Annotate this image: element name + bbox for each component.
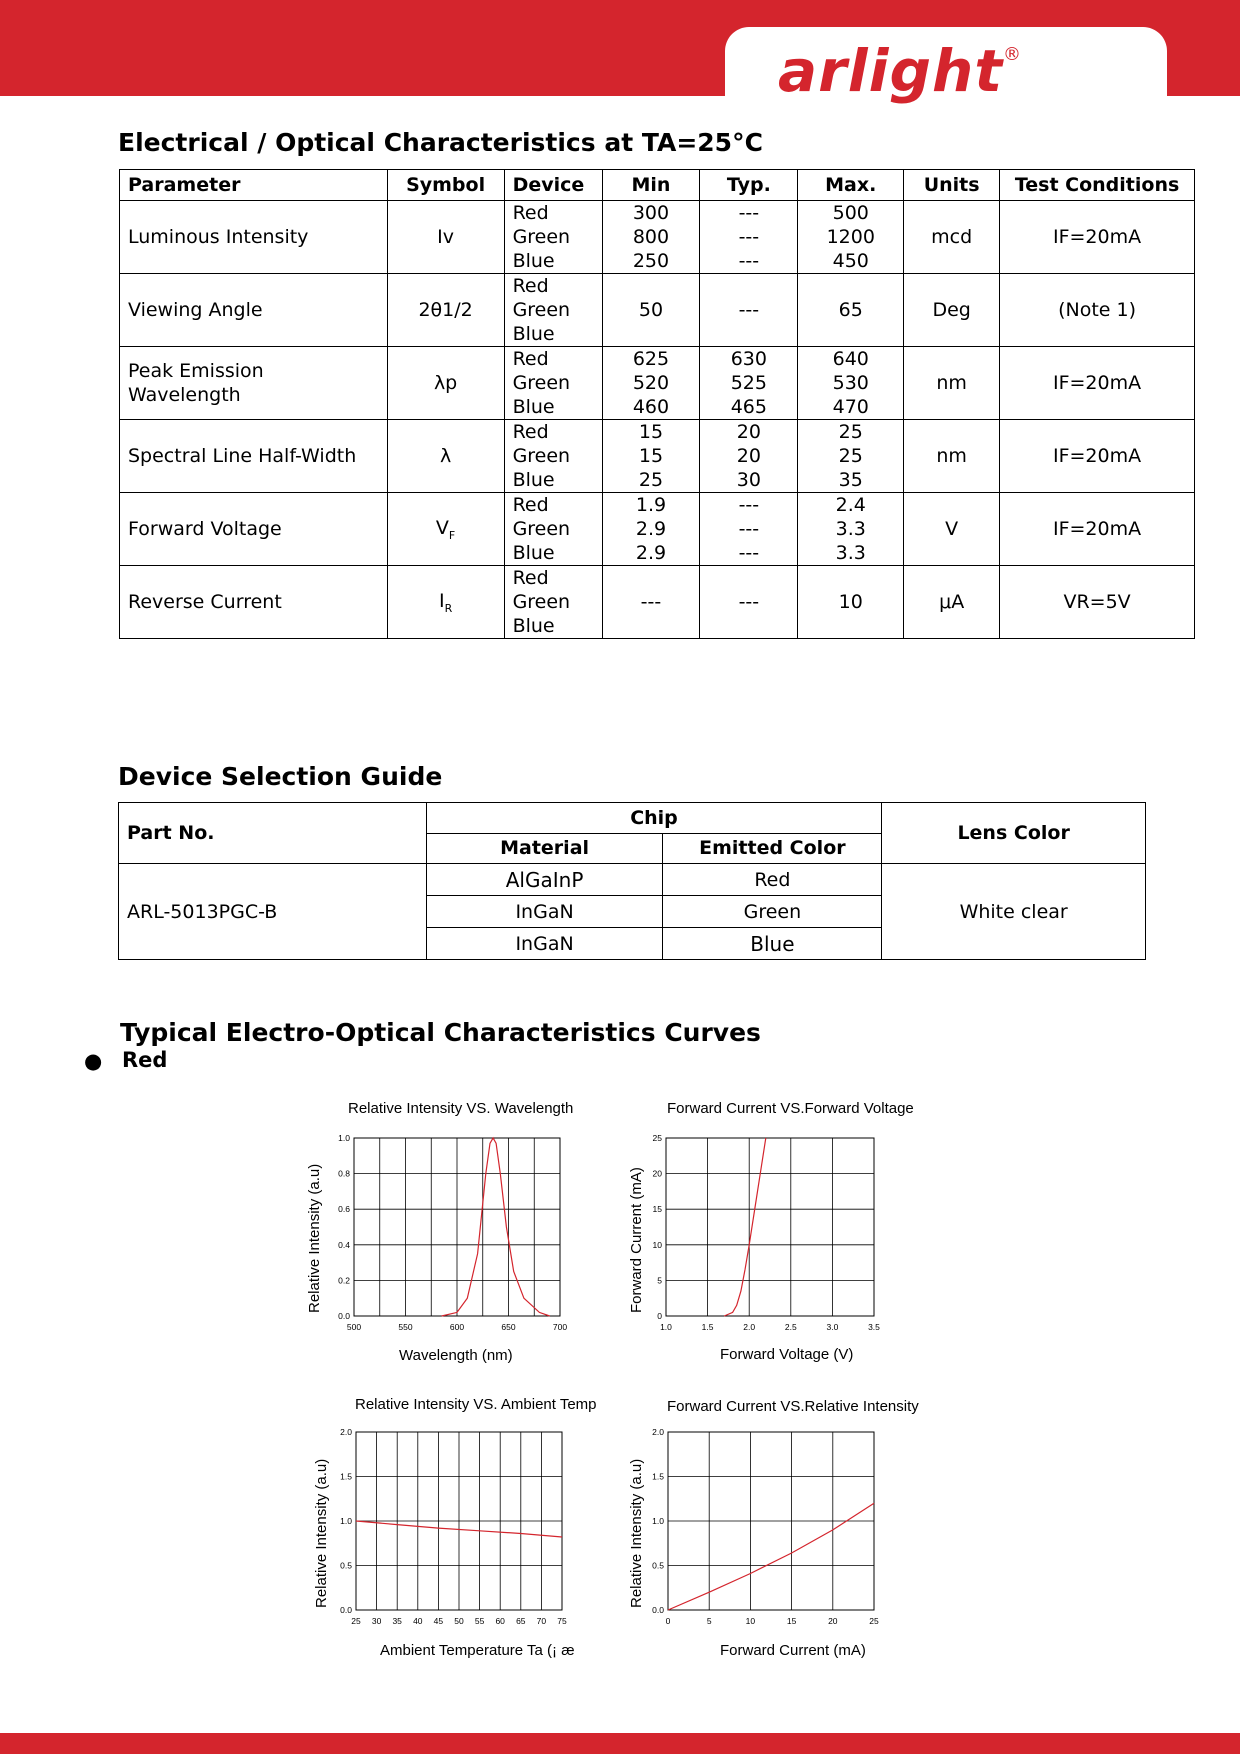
x-tick-label: 650 — [501, 1322, 516, 1332]
header-max: Max. — [798, 170, 904, 201]
x-tick-label: 3.0 — [826, 1322, 839, 1332]
y-tick-label: 1.0 — [340, 1516, 352, 1526]
header-min: Min — [602, 170, 700, 201]
chart-forward-voltage — [620, 1130, 900, 1350]
cell-cond: IF=20mA — [1000, 347, 1195, 420]
cell-min: 625 520 460 — [602, 347, 700, 420]
cell-units: μA — [904, 566, 1000, 639]
y-tick-label: 0.2 — [338, 1275, 350, 1286]
cell-max: 10 — [798, 566, 904, 639]
cell-cond: IF=20mA — [1000, 201, 1195, 274]
cell-param: Viewing Angle — [120, 274, 388, 347]
x-tick-label: 1.5 — [701, 1322, 714, 1332]
x-tick-label: 45 — [433, 1616, 444, 1626]
y-tick-label: 2.0 — [652, 1427, 664, 1437]
y-tick-label: 1.5 — [652, 1471, 664, 1482]
cell-device: Red Green Blue — [504, 566, 602, 639]
x-tick-label: 15 — [786, 1616, 797, 1626]
cell-units: mcd — [904, 201, 1000, 274]
x-tick-label: 10 — [745, 1616, 756, 1626]
chart-title: Relative Intensity VS. Ambient Temp — [355, 1396, 597, 1413]
y-tick-label: 0.6 — [338, 1204, 350, 1215]
x-tick-label: 550 — [398, 1322, 413, 1332]
table-row — [120, 566, 1195, 639]
y-tick-label: 20 — [652, 1168, 662, 1179]
y-tick-label: 0.5 — [652, 1560, 664, 1571]
cell-max: 640 530 470 — [798, 347, 904, 420]
chip-material: AlGaInP — [426, 864, 663, 896]
header-parameter: Parameter — [120, 170, 388, 201]
series-line — [442, 1138, 550, 1316]
part-number: ARL-5013PGC-B — [119, 864, 427, 960]
y-tick-label: 0 — [657, 1311, 662, 1321]
y-tick-label: 25 — [652, 1133, 662, 1143]
selection-title: Device Selection Guide — [118, 762, 443, 791]
x-tick-label: 75 — [557, 1616, 567, 1626]
chip-color: Blue — [663, 928, 882, 960]
electrical-title: Electrical / Optical Characteristics at TA=25°C — [118, 128, 763, 157]
x-axis-label: Forward Current (mA) — [720, 1642, 866, 1659]
y-tick-label: 1.0 — [338, 1133, 350, 1143]
cell-device: Red Green Blue — [504, 347, 602, 420]
y-axis-label: Relative Intensity (a.u) — [628, 1458, 645, 1608]
cell-min: 300 800 250 — [602, 201, 700, 274]
cell-param: Reverse Current — [120, 566, 388, 639]
x-tick-label: 65 — [516, 1616, 526, 1626]
y-axis-label: Relative Intensity (a.u) — [313, 1458, 330, 1608]
selection-table — [118, 802, 1146, 960]
plot-frame — [666, 1138, 874, 1316]
electrical-table — [119, 169, 1195, 639]
cell-max: 2.4 3.3 3.3 — [798, 493, 904, 566]
chip-material: InGaN — [426, 928, 663, 960]
x-tick-label: 1.0 — [660, 1322, 672, 1332]
cell-symbol: 2θ1/2 — [387, 274, 504, 347]
cell-min: 50 — [602, 274, 700, 347]
cell-typ: --- --- --- — [700, 201, 798, 274]
cell-units: V — [904, 493, 1000, 566]
x-tick-label: 3.5 — [868, 1322, 880, 1332]
cell-cond: VR=5V — [1000, 566, 1195, 639]
curves-title: Typical Electro-Optical Characteristics Curves — [120, 1018, 761, 1047]
chart-title: Forward Current VS.Forward Voltage — [667, 1100, 914, 1117]
x-tick-label: 2.0 — [743, 1322, 756, 1332]
header-test-conditions: Test Conditions — [1000, 170, 1195, 201]
series-line — [668, 1503, 874, 1610]
table-row — [120, 274, 1195, 347]
cell-symbol: λ — [387, 420, 504, 493]
cell-param: Spectral Line Half-Width — [120, 420, 388, 493]
x-axis-label: Forward Voltage (V) — [720, 1346, 854, 1363]
cell-symbol: Iv — [387, 201, 504, 274]
header-device: Device — [504, 170, 602, 201]
cell-typ: --- — [700, 566, 798, 639]
header-emitted-color: Emitted Color — [663, 833, 882, 864]
cell-max: 25 25 35 — [798, 420, 904, 493]
x-tick-label: 25 — [351, 1616, 361, 1626]
chart-ambient-temp — [300, 1424, 580, 1644]
y-tick-label: 0.0 — [338, 1311, 350, 1321]
cell-typ: --- --- --- — [700, 493, 798, 566]
header-typ: Typ. — [700, 170, 798, 201]
electrical-header-row — [120, 170, 1195, 201]
header-symbol: Symbol — [387, 170, 504, 201]
cell-min: 15 15 25 — [602, 420, 700, 493]
footer-band — [0, 1733, 1240, 1754]
x-tick-label: 35 — [392, 1616, 402, 1626]
x-tick-label: 30 — [371, 1616, 382, 1626]
x-tick-label: 55 — [474, 1616, 485, 1626]
curves-color-label: Red — [122, 1048, 168, 1072]
x-tick-label: 70 — [536, 1616, 547, 1626]
chart-title: Relative Intensity VS. Wavelength — [348, 1100, 574, 1117]
header-chip: Chip — [426, 803, 882, 834]
cell-device: Red Green Blue — [504, 274, 602, 347]
x-tick-label: 60 — [495, 1616, 505, 1626]
cell-min: --- — [602, 566, 700, 639]
chart-title: Forward Current VS.Relative Intensity — [667, 1398, 919, 1415]
header-material: Material — [426, 833, 663, 864]
cell-units: nm — [904, 347, 1000, 420]
y-tick-label: 0.5 — [340, 1560, 352, 1571]
x-tick-label: 0 — [665, 1616, 671, 1626]
cell-typ: 630 525 465 — [700, 347, 798, 420]
x-tick-label: 40 — [413, 1616, 423, 1626]
x-tick-label: 600 — [449, 1322, 465, 1332]
cell-typ: --- — [700, 274, 798, 347]
cell-max: 500 1200 450 — [798, 201, 904, 274]
y-tick-label: 0.0 — [652, 1605, 664, 1615]
y-axis-label: Forward Current (mA) — [628, 1167, 645, 1313]
x-tick-label: 25 — [869, 1616, 879, 1626]
cell-symbol: $V_F$ — [387, 493, 504, 566]
y-tick-label: 10 — [652, 1239, 662, 1250]
x-tick-label: 500 — [346, 1322, 362, 1332]
y-tick-label: 1.5 — [340, 1471, 352, 1482]
chip-color: Green — [663, 896, 882, 928]
table-row — [120, 347, 1195, 420]
x-tick-label: 2.5 — [784, 1322, 797, 1332]
cell-device: Red Green Blue — [504, 201, 602, 274]
cell-units: nm — [904, 420, 1000, 493]
cell-cond: IF=20mA — [1000, 420, 1195, 493]
cell-device: Red Green Blue — [504, 493, 602, 566]
cell-device: Red Green Blue — [504, 420, 602, 493]
brand-logo: arlight® — [778, 37, 1023, 105]
cell-units: Deg — [904, 274, 1000, 347]
x-tick-label: 50 — [454, 1616, 464, 1626]
cell-typ: 20 20 30 — [700, 420, 798, 493]
y-axis-label: Relative Intensity (a.u) — [306, 1163, 323, 1313]
cell-max: 65 — [798, 274, 904, 347]
y-tick-label: 1.0 — [652, 1516, 664, 1526]
y-tick-label: 2.0 — [340, 1427, 352, 1437]
chip-material: InGaN — [426, 896, 663, 928]
header-part-no: Part No. — [119, 803, 427, 864]
cell-param: Peak Emission Wavelength — [120, 347, 388, 420]
lens-color: White clear — [882, 864, 1146, 960]
header-lens-color: Lens Color — [882, 803, 1146, 864]
table-row — [120, 420, 1195, 493]
cell-symbol: $I_R$ — [387, 566, 504, 639]
table-row — [120, 493, 1195, 566]
y-tick-label: 0.4 — [338, 1239, 350, 1250]
cell-min: 1.9 2.9 2.9 — [602, 493, 700, 566]
table-row — [120, 201, 1195, 274]
y-tick-label: 15 — [652, 1204, 662, 1215]
header-units: Units — [904, 170, 1000, 201]
cell-symbol: λp — [387, 347, 504, 420]
y-tick-label: 5 — [657, 1275, 662, 1286]
cell-cond: IF=20mA — [1000, 493, 1195, 566]
x-axis-label: Ambient Temperature Ta (¡ æ — [380, 1642, 575, 1659]
x-tick-label: 20 — [828, 1616, 838, 1626]
chart-wavelength — [300, 1130, 580, 1350]
x-axis-label: Wavelength (nm) — [399, 1347, 513, 1364]
bullet-icon: ● — [84, 1049, 103, 1073]
y-tick-label: 0.8 — [338, 1168, 350, 1179]
x-tick-label: 5 — [706, 1616, 712, 1626]
chip-color: Red — [663, 864, 882, 896]
series-line — [724, 1138, 766, 1316]
cell-param: Luminous Intensity — [120, 201, 388, 274]
cell-param: Forward Voltage — [120, 493, 388, 566]
y-tick-label: 0.0 — [340, 1605, 352, 1615]
cell-cond: (Note 1) — [1000, 274, 1195, 347]
table-row — [119, 864, 1146, 896]
chart-relative-intensity — [620, 1424, 900, 1644]
x-tick-label: 700 — [552, 1322, 568, 1332]
